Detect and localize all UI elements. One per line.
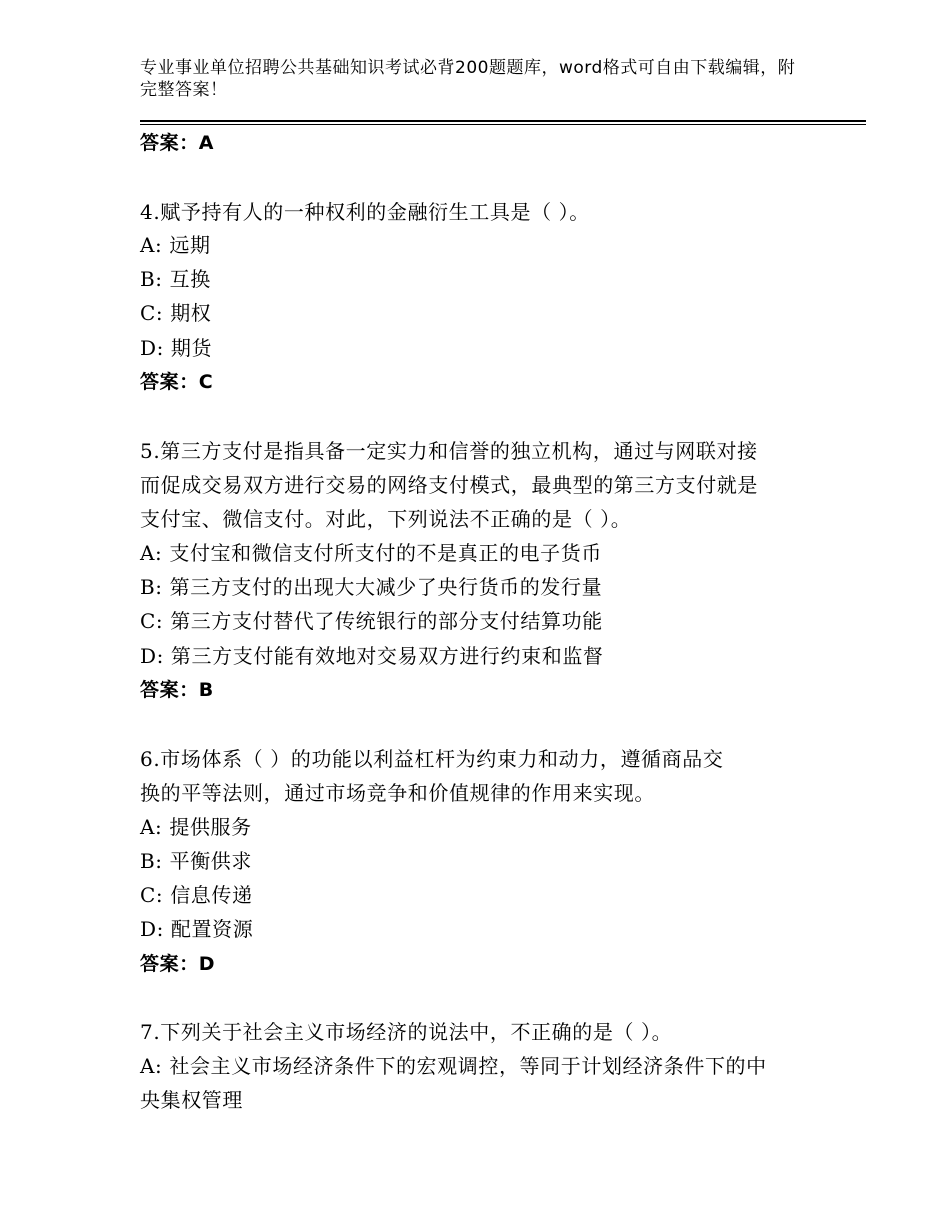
- question-7-option-a-line-1: A: 社会主义市场经济条件下的宏观调控，等同于计划经济条件下的中: [140, 1054, 767, 1078]
- question-7-option-a-line-2: 央集权管理: [140, 1088, 243, 1112]
- question-5-option-a: A: 支付宝和微信支付所支付的不是真正的电子货币: [140, 541, 602, 565]
- question-6-option-a: A: 提供服务: [140, 815, 252, 839]
- document-header: 专业事业单位招聘公共基础知识考试必背200题题库，word格式可自由下载编辑，附完整答案！: [140, 58, 796, 100]
- question-5-stem-line-2: 而促成交易双方进行交易的网络支付模式，最典型的第三方支付就是: [140, 473, 758, 497]
- answer-previous: 答案：A: [140, 132, 215, 154]
- question-4-option-a: A: 远期: [140, 233, 211, 257]
- question-6-answer: 答案：D: [140, 953, 216, 975]
- header-rule-thick: [140, 120, 866, 122]
- question-5-option-d: D: 第三方支付能有效地对交易双方进行约束和监督: [140, 644, 604, 668]
- question-6-option-d: D: 配置资源: [140, 917, 254, 941]
- question-4-option-d: D: 期货: [140, 336, 213, 360]
- header-rule-thin: [140, 124, 866, 125]
- question-5-stem-line-1: 5.第三方支付是指具备一定实力和信誉的独立机构，通过与网联对接: [140, 439, 758, 463]
- question-6-stem-line-1: 6.市场体系（ ）的功能以利益杠杆为约束力和动力，遵循商品交: [140, 747, 724, 771]
- question-5-stem-line-3: 支付宝、微信支付。对此，下列说法不正确的是（ ）。: [140, 507, 632, 531]
- question-4-answer: 答案：C: [140, 371, 214, 393]
- question-6-option-c: C: 信息传递: [140, 883, 253, 907]
- question-4-stem: 4.赋予持有人的一种权利的金融衍生工具是（ ）。: [140, 200, 590, 224]
- question-6-option-b: B: 平衡供求: [140, 849, 252, 873]
- question-6-stem-line-2: 换的平等法则，通过市场竞争和价值规律的作用来实现。: [140, 781, 655, 805]
- question-5-option-c: C: 第三方支付替代了传统银行的部分支付结算功能: [140, 609, 603, 633]
- question-4-option-c: C: 期权: [140, 301, 212, 325]
- question-7-stem: 7.下列关于社会主义市场经济的说法中，不正确的是（ ）。: [140, 1020, 673, 1044]
- question-5-option-b: B: 第三方支付的出现大大减少了央行货币的发行量: [140, 575, 603, 599]
- question-5-answer: 答案：B: [140, 679, 214, 701]
- question-4-option-b: B: 互换: [140, 267, 211, 291]
